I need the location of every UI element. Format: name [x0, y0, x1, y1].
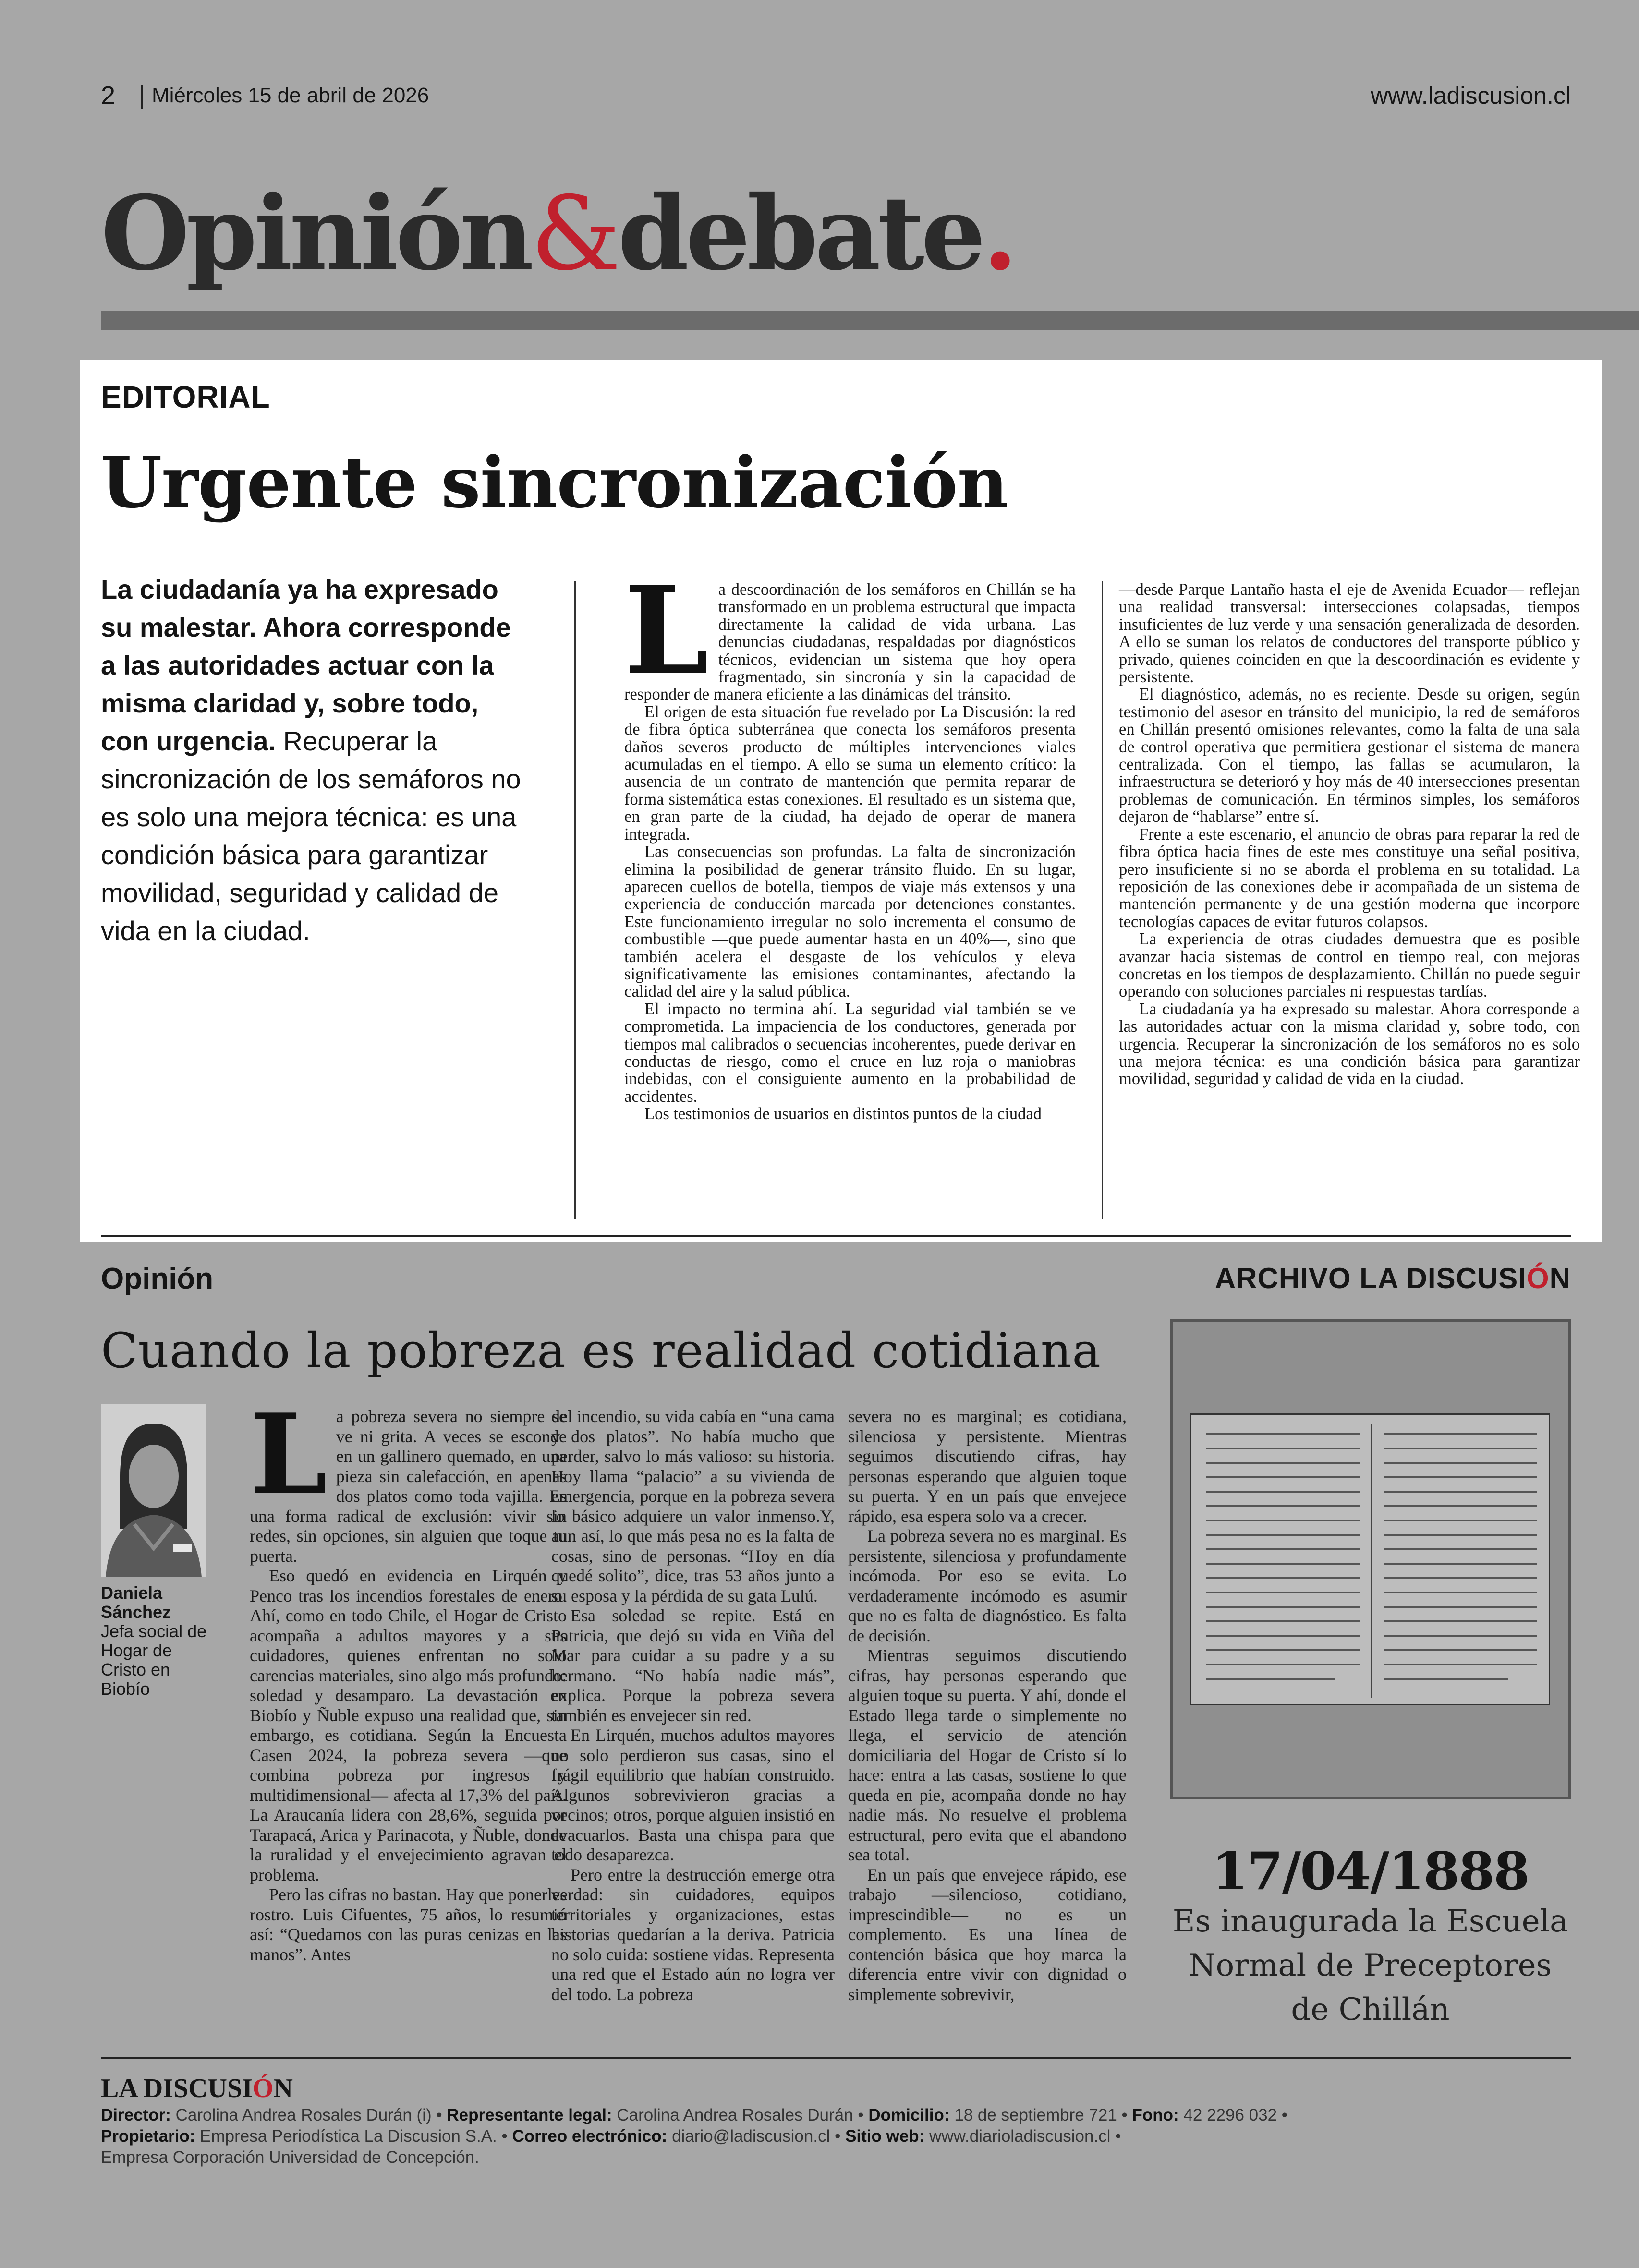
paragraph: La pobreza severa no es marginal. Es persistente, silenciosa y profundamente incómoda. Por eso se evita. Lo verdaderamente incómodo es asumir que no es falta de diagnóstico. Es falta de decisión. — [848, 1526, 1127, 1645]
paragraph: Esa soledad se repite. Está en Patricia, que dejó su vida en Viña del Mar para cuidar a su padre y a su hermano. “No había nadie más”, explica. Porque la pobreza severa también es envejecer sin red. — [551, 1606, 835, 1725]
masthead-ampersand: & — [530, 174, 618, 293]
paragraph: Pero las cifras no bastan. Hay que ponerles rostro. Luis Cifuentes, 75 años, lo resumió así: “Quedamos con las puras cenizas en las manos”. Antes — [250, 1885, 567, 1964]
page-number: 2 — [101, 81, 116, 110]
paragraph: Pero entre la destrucción emerge otra verdad: sin cuidadores, equipos territoriales y organizaciones, estas historias quedarían a la deriva. Patricia no solo cuida: sostiene vidas. Representa una red que el Estado aún no logra ver del todo. La pobreza — [551, 1865, 835, 2004]
website-link[interactable]: www.ladiscusion.cl — [1371, 82, 1571, 109]
footer-brand-c: N — [273, 2074, 293, 2103]
opinion-column-3 — [848, 1407, 1127, 2004]
column-divider — [1102, 581, 1103, 1219]
section-divider — [101, 1235, 1571, 1237]
editorial-lead-regular: Recuperar la sincronización de los semáforos no es solo una mejora técnica: es una condición básica para garantizar movilidad, seguridad y calidad de vida en la ciudad. — [101, 726, 521, 946]
paragraph: severa no es marginal; es cotidiana, silenciosa y persistente. Mientras seguimos discutiendo cifras, hay personas esperando que alguien toque su puerta. Y en un país que envejece rápido, esa espera solo va a crecer. — [848, 1407, 1127, 1526]
archive-kicker-a: ARCHIVO LA DISCUSI — [1214, 1262, 1527, 1294]
paragraph: a pobreza severa no siempre se ve ni grita. A veces se esconde en un gallinero quemado, en una pieza sin calefacción, en apenas dos platos como toda vajilla. Es una forma radical de exclusión: vivir sin redes, sin opciones, sin alguien que toque tu puerta. — [250, 1407, 567, 1566]
archive-newspaper-image — [1190, 1413, 1550, 1705]
director-label: Director: — [101, 2106, 171, 2124]
paragraph: La ciudadanía ya ha expresado su malestar. Ahora corresponde a las autoridades actuar con la misma claridad y, sobre todo, con urgencia. Recuperar la sincronización de los semáforos no es solo una mejora técnica: es una condición básica para garantizar movilidad, seguridad y calidad de vida en la ciudad. — [1119, 1000, 1580, 1088]
footer-credits-line-1: Director: Carolina Andrea Rosales Durán (i) • Representante legal: Carolina Andrea Rosales Durán • Domicilio: 18 de septiembre 721 • Fono: 42 2296 032 • — [101, 2106, 1288, 2124]
archive-kicker-accent: Ó — [1526, 1262, 1550, 1294]
opinion-title: Cuando la pobreza es realidad cotidiana — [101, 1323, 1101, 1379]
paragraph: Mientras seguimos discutiendo cifras, hay personas esperando que alguien toque su puerta. Y ahí, donde el Estado llega tarde o simplemente no llega, el servicio de atención domiciliaria del Hogar de Cristo sí lo hace: entra a las casas, sostiene lo que queda en pie, acompaña donde no hay nadie más. No resuelve el problema estructural, pero evita que el abandono sea total. — [848, 1646, 1127, 1864]
paragraph: —desde Parque Lantaño hasta el eje de Avenida Ecuador— reflejan una realidad transversal: intersecciones colapsadas, tiempos insuficientes de luz verde y una sensación generalizada de desorden. A ello se suman los relatos de conductores del transporte público y privado, quienes coinciden en que la descoordinación es evidente y persistente. — [1119, 580, 1580, 687]
paragraph: En Lirquén, muchos adultos mayores no solo perdieron sus casas, sino el frágil equilibrio que habían construido. Algunos sobrevivieron gracias a vecinos; otros, porque alguien insistió en evacuarlos. Basta una chispa para que todo desaparezca. — [551, 1725, 835, 1864]
propietario-label: Propietario: — [101, 2127, 195, 2146]
footer-brand — [101, 2073, 293, 2104]
masthead-dot: . — [982, 173, 1015, 293]
masthead-word-1: Opinión — [101, 173, 531, 293]
footer-divider — [101, 2057, 1571, 2059]
archive-date: 17/04/1888 — [1212, 1841, 1529, 1902]
archive-kicker-c: N — [1549, 1262, 1571, 1294]
web-value[interactable]: www.diarioladiscusion.cl — [929, 2127, 1111, 2146]
footer-credits-line-2: Propietario: Empresa Periodística La Discusion S.A. • Correo electrónico: diario@ladiscusion.cl • Sitio web: www.diarioladiscusion.cl • — [101, 2127, 1121, 2146]
web-label: Sitio web: — [845, 2127, 925, 2146]
opinion-column-1 — [250, 1390, 567, 1965]
fono-label: Fono: — [1132, 2106, 1179, 2124]
opinion-kicker: Opinión — [101, 1262, 214, 1295]
issue-date: Miércoles 15 de abril de 2026 — [152, 84, 429, 107]
dropcap: L — [250, 1390, 328, 1520]
paragraph: a descoordinación de los semáforos en Chillán se ha transformado en un problema estructural que impacta directamente la calidad de vida urbana. Las denuncias ciudadanas, respaldadas por diagnósticos técnicos, evidencian un sistema que hoy opera fragmentado, sin sincronía y sin la capacidad de responder de manera eficiente a las dinámicas del tránsito. — [624, 580, 1076, 704]
editorial-lead — [101, 570, 528, 950]
page-header — [101, 81, 1571, 114]
paragraph: El origen de esta situación fue revelado por La Discusión: la red de fibra óptica subterránea que conecta los semáforos presenta daños severos producto de múltiples intervenciones viales acumuladas en el tiempo. A ello se suma un elemento crítico: la ausencia de un contrato de mantención que permita reparar de forma sistemática estas conexiones. El resultado es un sistema que, en gran parte de la ciudad, ha dejado de operar de manera integrada. — [624, 702, 1076, 844]
paragraph: Eso quedó en evidencia en Lirquén y Penco tras los incendios forestales de enero. Ahí, como en todo Chile, el Hogar de Cristo acompaña a adultos mayores y a sus cuidadores, quienes enfrentan no solo carencias materiales, sino algo más profundo: soledad y desamparo. La devastación en Biobío y Ñuble expuso una realidad que, sin embargo, es cotidiana. Según la Encuesta Casen 2024, la pobreza severa —que combina pobreza por ingresos y multidimensional— afecta al 17,3% del país. La Araucanía lidera con 28,6%, seguida por Tarapacá, Arica y Parinacota, y Ñuble, donde la ruralidad y el envejecimiento agravan el problema. — [250, 1566, 567, 1884]
archive-clipping-scan — [1191, 1415, 1550, 1705]
paragraph: El diagnóstico, además, no es reciente. Desde su origen, según testimonio del asesor en tránsito del municipio, la red de semáforos en Chillán presentó omisiones relevantes, como la falta de una sala de control operativa que permitiera gestionar el sistema de manera centralizada. Con el tiempo, las fallas se acumularon, la infraestructura se deterioró y hoy más de 40 intersecciones presentan problemas de comunicación. En términos simples, los semáforos dejaron de “hablarse” entre sí. — [1119, 685, 1580, 826]
dropcap: L — [624, 560, 709, 701]
archive-caption: Es inaugurada la Escuela Normal de Preceptores de Chillán — [1172, 1904, 1568, 2027]
paragraph: Las consecuencias son profundas. La falta de sincronización elimina la posibilidad de generar tránsito fluido. En su lugar, aparecen cuellos de botella, tiempos de viaje más extensos y una experiencia de conducción marcada por detenciones constantes. Este funcionamiento irregular no solo incrementa el consumo de combustible —que puede aumentar hasta en un 40%—, sino que también acelera el desgaste de los vehículos y eleva significativamente las emisiones contaminantes, afectando la calidad del aire y la salud pública. — [624, 843, 1076, 1001]
rep-name: Carolina Andrea Rosales Durán — [617, 2106, 853, 2124]
masthead-word-2: debate — [618, 173, 983, 293]
opinion-column-2 — [551, 1407, 835, 2004]
author-photo — [101, 1404, 206, 1577]
author-name: Daniela Sánchez — [101, 1583, 171, 1622]
column-divider — [574, 581, 576, 1219]
section-bar — [101, 311, 1639, 330]
correo-label: Correo electrónico: — [512, 2127, 668, 2146]
domicilio-label: Domicilio: — [868, 2106, 950, 2124]
header-divider — [141, 85, 143, 109]
fono-value: 42 2296 032 — [1183, 2106, 1277, 2124]
footer-brand-accent: Ó — [252, 2074, 274, 2103]
paragraph: En un país que envejece rápido, ese trabajo —silencioso, cotidiano, imprescindible— no es un complemento. Es una línea de contención básica que hoy marca la diferencia entre vivir con dignidad o simplemente sobrevivir, — [848, 1865, 1127, 2004]
author-role: Jefa social de Hogar de Cristo en Biobío — [101, 1621, 207, 1699]
correo-value[interactable]: diario@ladiscusion.cl — [672, 2127, 830, 2146]
section-masthead — [101, 173, 1015, 293]
paragraph: El impacto no termina ahí. La seguridad vial también se ve comprometida. La impaciencia de los conductores, generada por tiempos mal calibrados o secuencias incoherentes, puede derivar en conductas de riesgo, como el cruce en luz roja o maniobras indebidas, con el consiguiente aumento en la probabilidad de accidentes. — [624, 1000, 1076, 1106]
footer-brand-a: LA DISCUSI — [101, 2074, 253, 2103]
archive-kicker — [1215, 1262, 1571, 1295]
archive-photo-frame — [1170, 1319, 1571, 1799]
paragraph: Los testimonios de usuarios en distintos puntos de la ciudad — [644, 1105, 1042, 1123]
rep-label: Representante legal: — [447, 2106, 612, 2124]
editorial-title: Urgente sincronización — [101, 442, 1008, 524]
empresa-value: Empresa Corporación Universidad de Concepción. — [101, 2148, 479, 2167]
domicilio-value: 18 de septiembre 721 — [954, 2106, 1117, 2124]
paragraph: del incendio, su vida cabía en “una cama y dos platos”. No había mucho que perder, salvo lo más valioso: su historia. Hoy llama “palacio” a su vivienda de emergencia, porque en la pobreza severa lo básico adquiere un valor inmenso.Y, aun así, lo que más pesa no es la falta de cosas, sino de personas. “Hoy en día quedé solito”, dice, tras 53 años junto a su esposa y la pérdida de su gata Lulú. — [551, 1407, 835, 1605]
editorial-column-2 — [1119, 581, 1580, 1088]
footer-credits-line-3 — [101, 2147, 1571, 2168]
author-photo-image — [101, 1404, 206, 1577]
propietario-value: Empresa Periodística La Discusion S.A. — [200, 2127, 497, 2146]
paragraph: La experiencia de otras ciudades demuestra que es posible avanzar hacia sistemas de control en tiempo real, con mejoras concretas en los tiempos de desplazamiento. Chillán no puede seguir operando con soluciones parciales ni respuestas tardías. — [1119, 930, 1580, 1001]
editorial-lead-bold: La ciudadanía ya ha expresado su malestar. Ahora corresponde a las autoridades actuar con la misma claridad y, sobre todo, con urgencia. — [101, 574, 511, 756]
editorial-box — [80, 360, 1602, 1242]
director-name: Carolina Andrea Rosales Durán (i) — [175, 2106, 432, 2124]
paragraph: Frente a este escenario, el anuncio de obras para reparar la red de fibra óptica hacia fines de este mes constituye una señal positiva, pero insuficiente si no se aborda el problema en su totalidad. La reposición de las conexiones debe ir acompañada de un sistema de mantención permanente y de una gestión moderna que incorpore tecnologías capaces de evitar futuros colapsos. — [1119, 825, 1580, 931]
editorial-column-1 — [624, 560, 1076, 1123]
editorial-kicker: EDITORIAL — [101, 380, 270, 414]
